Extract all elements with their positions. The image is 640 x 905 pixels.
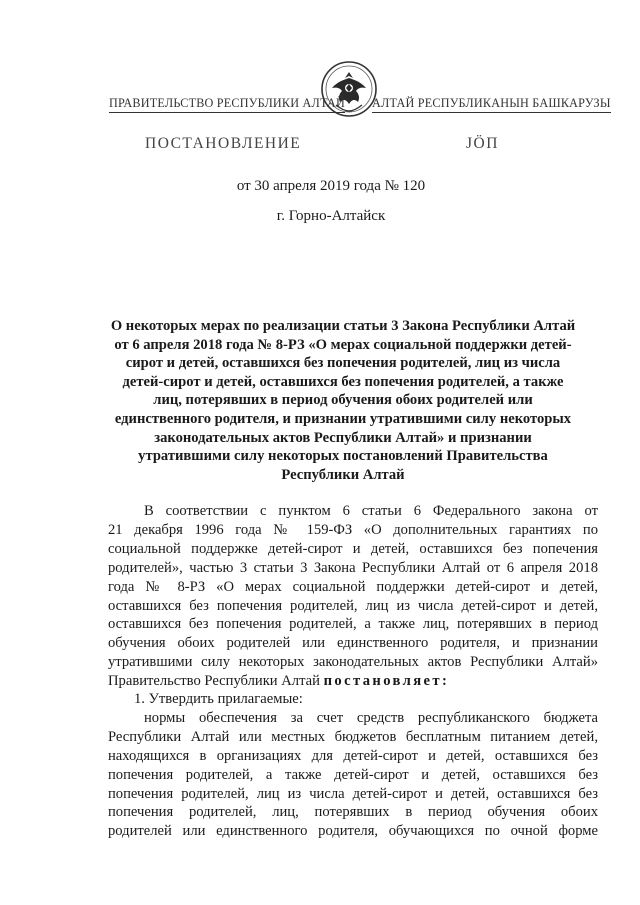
document-date-number: от 30 апреля 2019 года № 120 (236, 178, 426, 194)
item-heading: 1. Утвердить прилагаемые: (134, 691, 303, 707)
paragraph-line: Республики Алтай или местных бюджетов бесплатным питанием детей, (108, 728, 598, 745)
paragraph-line (108, 672, 598, 691)
title-line: О некоторых мерах по реализации статьи 3 Закона Республики Алтай (110, 318, 576, 334)
paragraph-line: находящихся в организациях для детей-сирот и детей, оставшихся без (108, 747, 598, 764)
paragraph-line: социальной поддержке детей-сирот и детей, оставшихся без попечения (108, 540, 598, 557)
document-title (108, 317, 578, 484)
paragraph-line: попечения родителей, лиц из числа детей-сирот и детей, оставшихся без (108, 785, 598, 802)
title-line: детей-сирот и детей, оставшихся без попечения родителей, а также (122, 373, 564, 390)
paragraph-line: утратившими силу некоторых законодательных актов Республики Алтай» (108, 654, 598, 671)
paragraph-line: нормы обеспечения за счет средств республиканского бюджета (144, 709, 598, 726)
title-line: сирот и детей, оставшихся без попечения родителей, лиц из числа (125, 355, 561, 372)
paragraph-line: оставшихся без попечения родителей, а также лиц, потерявших в период (108, 616, 598, 633)
title-line: Республики Алтай (281, 466, 405, 483)
paragraph-line: попечения родителей, а также детей-сирот и детей, оставшихся без (108, 766, 598, 783)
item-1 (108, 690, 598, 841)
paragraph-line: родителей», частью 3 статьи 3 Закона Республики Алтай от 6 апреля 2018 (108, 559, 598, 576)
paragraph-line: попечения родителей, лиц, потерявших в период обучения обоих (108, 804, 598, 821)
title-line: утратившими силу некоторых постановлений Правительства (138, 448, 548, 465)
document-type-altai: ЈӦП (466, 135, 499, 152)
government-name-altai: АЛТАЙ РЕСПУБЛИКАНЫН БАШКАРУЗЫ (372, 96, 611, 113)
paragraph-line: года № 8-РЗ «О мерах социальной поддержки детей-сирот и детей, (108, 578, 598, 595)
government-name-russian: ПРАВИТЕЛЬСТВО РЕСПУБЛИКИ АЛТАЙ (109, 96, 345, 113)
document-type-russian: ПОСТАНОВЛЕНИЕ (145, 135, 302, 152)
enacting-clause-prefix: Правительство Республики Алтай (108, 673, 324, 690)
document-city: г. Горно-Алтайск (276, 208, 386, 224)
preamble-paragraph (108, 502, 598, 691)
title-line: законодательных актов Республики Алтай» и признании (154, 429, 532, 446)
paragraph-line: обучения обоих родителей или единственного родителя, и признании (108, 635, 598, 652)
paragraph-line: В соответствии с пунктом 6 статьи 6 Федерального закона от (144, 503, 598, 519)
enacting-word: постановляет: (323, 673, 450, 690)
title-line: единственного родителя, и признании утратившими силу некоторых (114, 410, 572, 427)
paragraph-line: оставшихся без попечения родителей, лиц из числа детей-сирот и детей, (108, 597, 598, 614)
title-line: лиц, потерявших в период обучения обоих родителей или (153, 392, 533, 409)
paragraph-line: 21 декабря 1996 года № 159-ФЗ «О дополнительных гарантиях по (108, 521, 598, 538)
title-line: от 6 апреля 2018 года № 8-РЗ «О мерах социальной поддержки детей- (114, 336, 572, 353)
paragraph-line: родителей или единственного родителя, обучающихся по очной форме (108, 823, 598, 840)
